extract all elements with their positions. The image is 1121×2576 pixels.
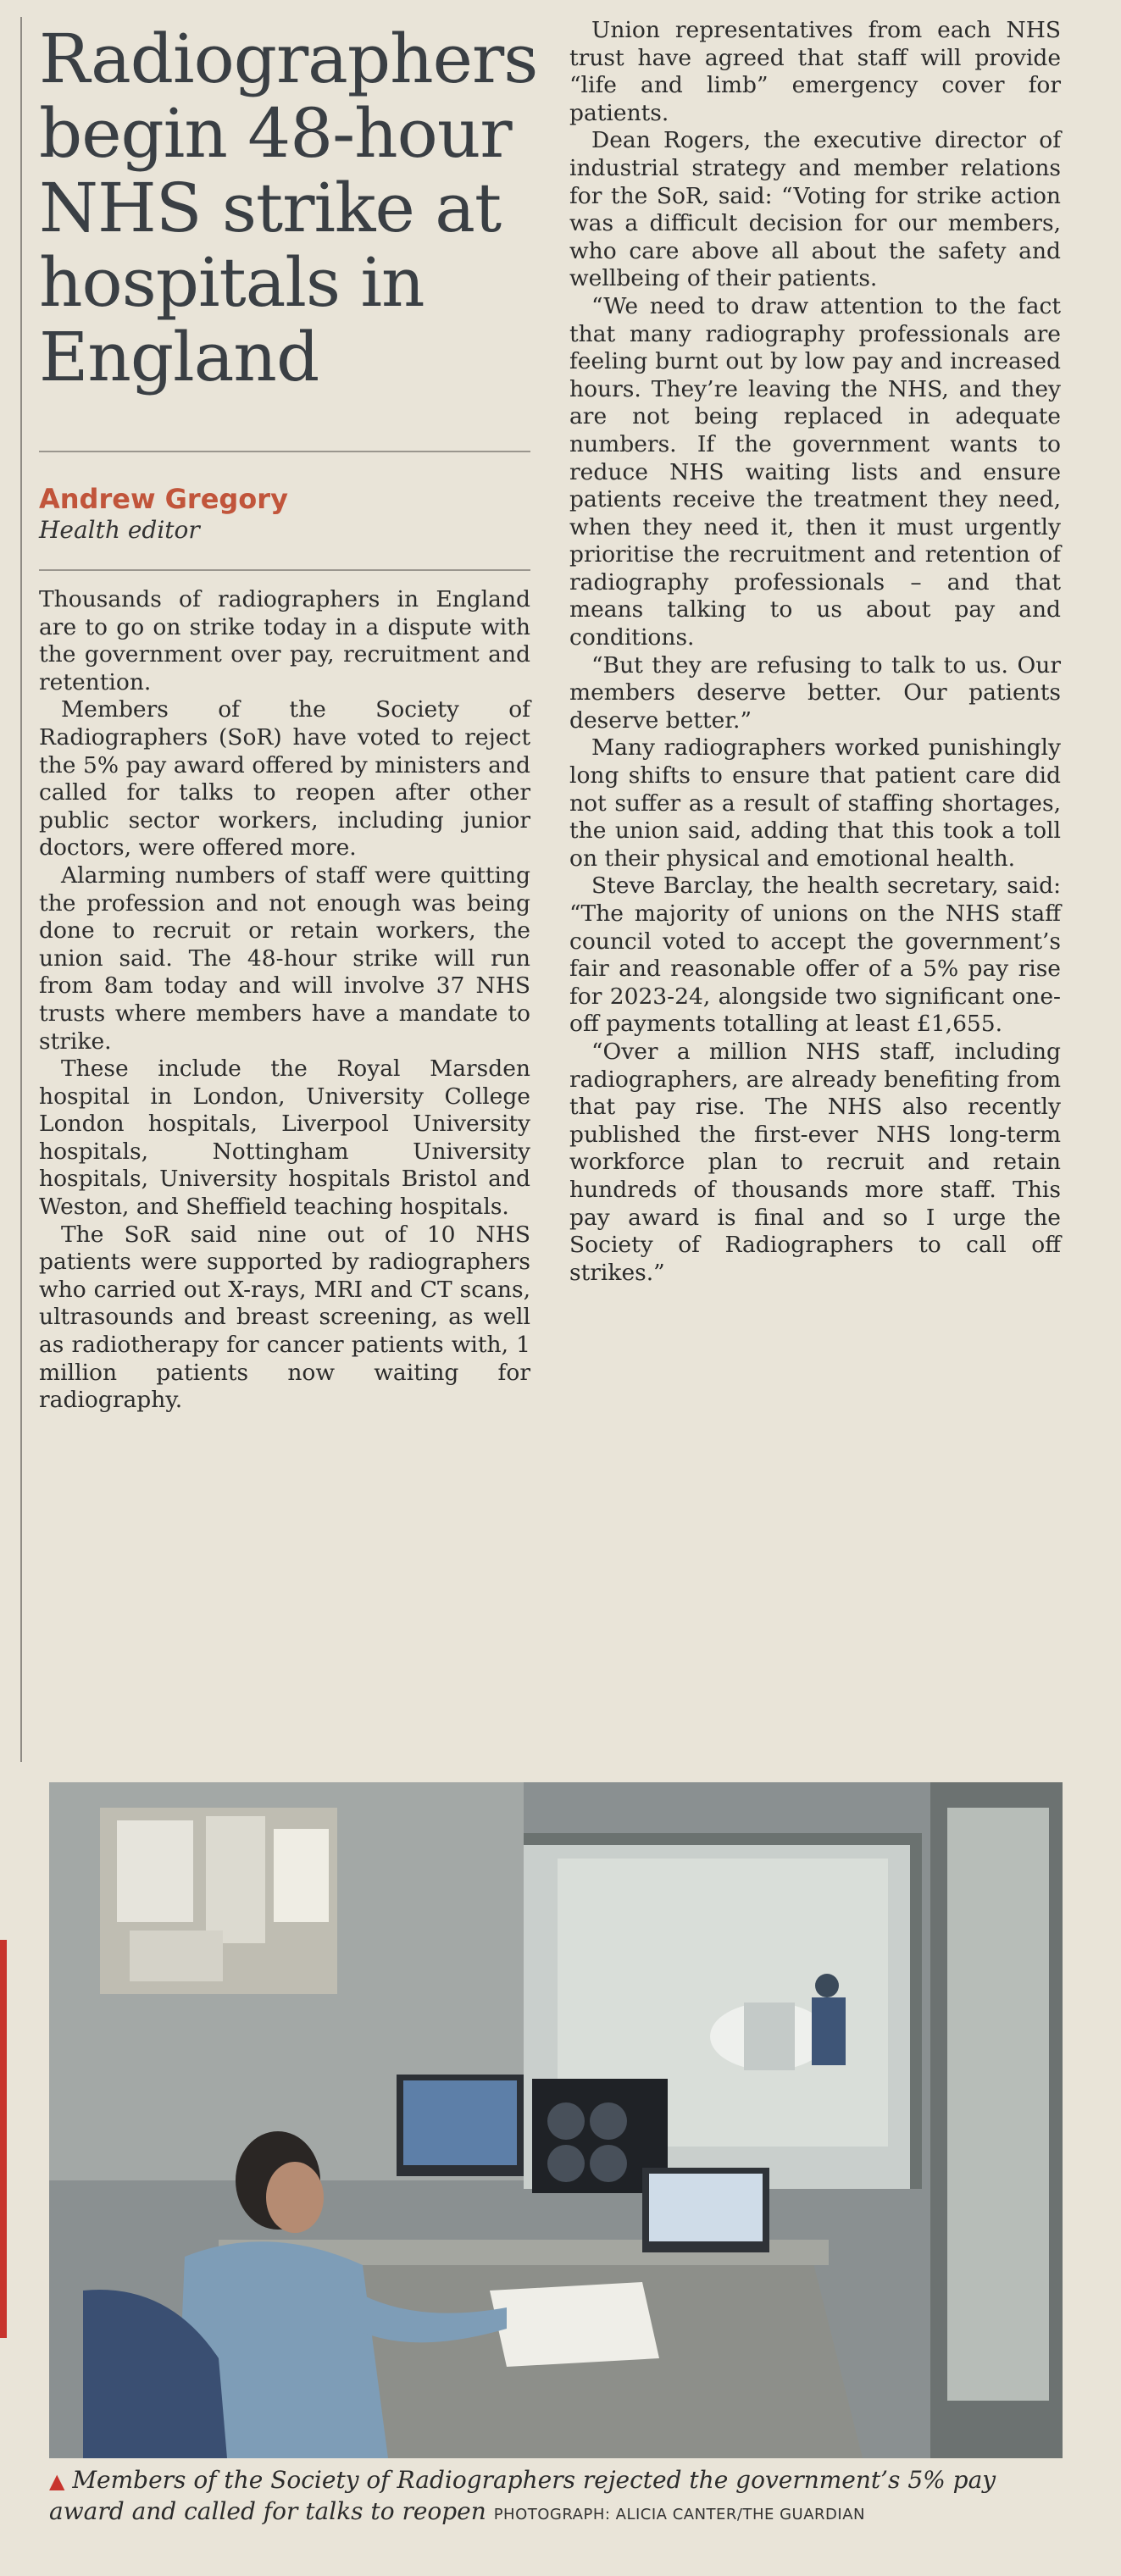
left-column: [39, 19, 538, 1415]
headline: Radiographers begin 48-hour NHS strike at hospitals in England: [39, 19, 538, 396]
body-paragraph: Alarming numbers of staff were quitting the profession and not enough was being done to recruit or retain workers, the union said. The 48-hour strike will run from 8am today and will involve 37 NHS trusts where members have a mandate to strike.: [39, 861, 530, 1055]
caption-triangle-icon: ▲: [49, 2469, 65, 2493]
body-paragraph: Union representatives from each NHS trust have agreed that staff will provide “life and limb” emergency cover for patients.: [569, 17, 1061, 126]
headline-divider: [39, 451, 530, 452]
body-paragraph: “Over a million NHS staff, including radiographers, are already benefiting from that pay rise. The NHS also recently published the first-ever NHS long-term workforce plan to recruit and retain hundreds of thousands more staff. This pay award is final and so I urge the Society of Radiographers to call off strikes.”: [569, 1038, 1061, 1286]
body-paragraph: The SoR said nine out of 10 NHS patients were supported by radiographers who carried out X-rays, MRI and CT scans, ultrasounds and breast screening, as well as radiotherapy for cancer patients with, 1 million patients now waiting for radiography.: [39, 1221, 530, 1414]
body-paragraph: These include the Royal Marsden hospital in London, University College London hospitals, Liverpool University hospitals, Nottingham University hospitals, University hospitals Bristol and Weston, and Sheffield teaching hospitals.: [39, 1055, 530, 1221]
byline-divider: [39, 569, 530, 571]
caption-text: Members of the Society of Radiographers rejected the government’s 5% pay award and called for talks to reopen: [49, 2466, 996, 2525]
body-paragraph: Steve Barclay, the health secretary, said: “The majority of unions on the NHS staff council voted to accept the government’s fair and reasonable offer of a 5% pay rise for 2023-24, alongside two significant one-off payments totalling at least £1,655.: [569, 873, 1061, 1038]
author-role: Health editor: [39, 516, 200, 544]
body-paragraph: Dean Rogers, the executive director of industrial strategy and member relations for the SoR, said: “Voting for strike action was a difficult decision for our members, who care above all about the safety and wellbeing of their patients.: [569, 127, 1061, 292]
author-name: Andrew Gregory: [39, 483, 288, 515]
byline: [39, 483, 530, 546]
photo-credit: PHOTOGRAPH: ALICIA CANTER/THE GUARDIAN: [493, 2506, 866, 2523]
page-edge-red-strip: [0, 1940, 7, 2338]
body-paragraph: “But they are refusing to talk to us. Our members deserve better. Our patients deserve better.”: [569, 651, 1061, 734]
body-paragraph: Many radiographers worked punishingly long shifts to ensure that patient care did not suffer as a result of staffing shortages, the union said, adding that this took a toll on their physical and emotional health.: [569, 734, 1061, 872]
right-column: [569, 17, 1061, 1287]
column-rule: [20, 17, 22, 1762]
body-paragraph: “We need to draw attention to the fact that many radiography professionals are feeling burnt out by low pay and increased hours. They’re leaving the NHS, and they are not being replaced in adequate numbers. If the government wants to reduce NHS waiting lists and ensure patients receive the treatment they need, when they need it, then it must urgently prioritise the recruitment and retention of radiography professionals – and that means talking to us about pay and conditions.: [569, 292, 1061, 651]
photo-caption: [49, 2465, 1063, 2530]
body-paragraph: Members of the Society of Radiographers (SoR) have voted to reject the 5% pay award offered by ministers and called for talks to reopen after other public sector workers, including junior doctors, were offered more.: [39, 696, 530, 861]
body-paragraph: Thousands of radiographers in England are to go on strike today in a dispute with the government over pay, recruitment and retention.: [39, 586, 530, 695]
article-photo: [49, 1782, 1063, 2458]
